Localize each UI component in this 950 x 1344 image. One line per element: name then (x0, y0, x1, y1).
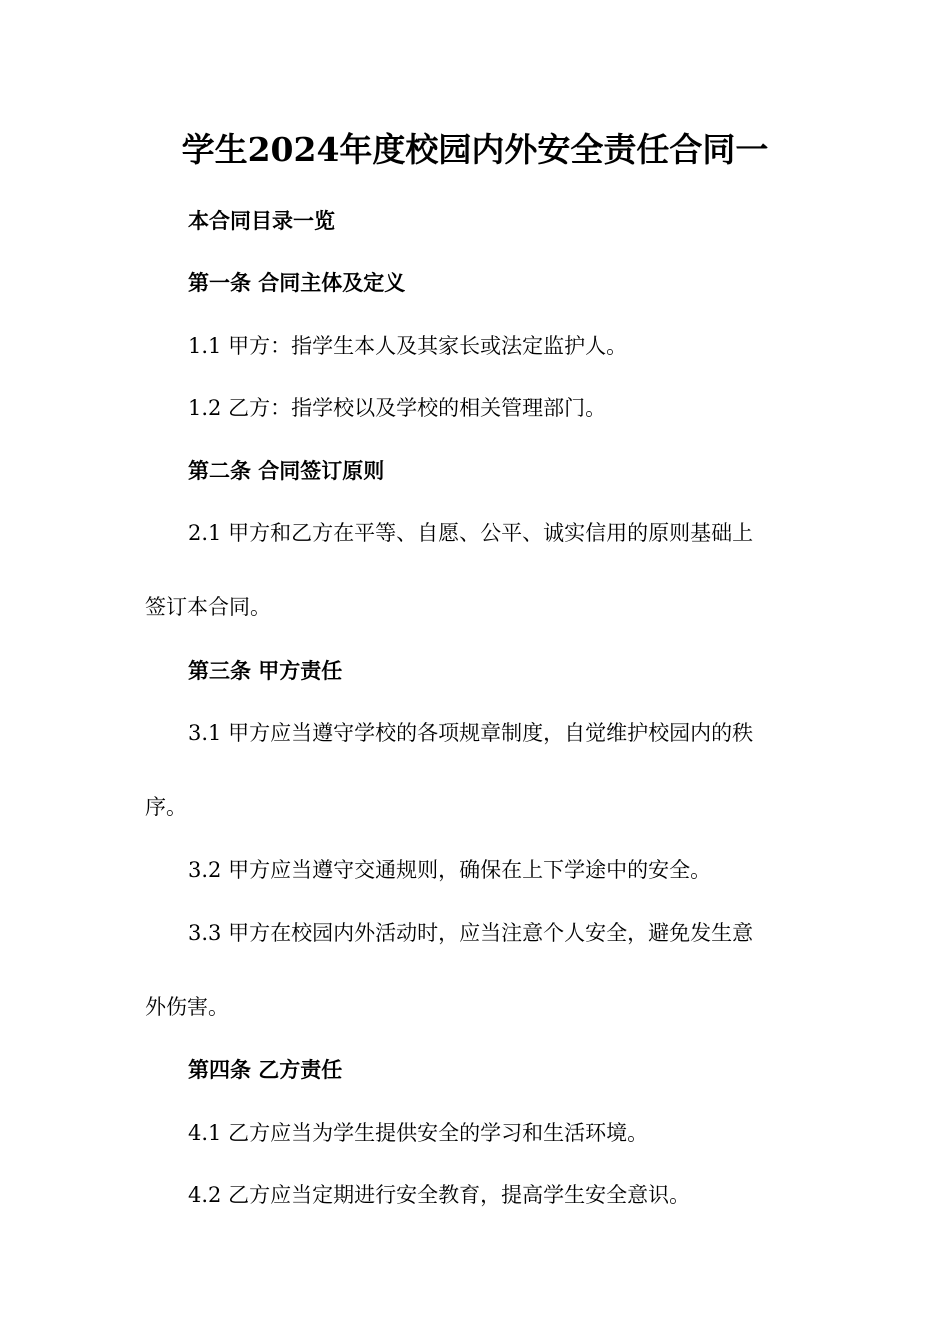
clause-3-3-line-2: 外伤害。 (145, 995, 229, 1019)
clause-3-1-line-1: 3.1 甲方应当遵守学校的各项规章制度，自觉维护校园内的秩 (188, 721, 754, 745)
article-2-heading: 第二条 合同签订原则 (188, 459, 385, 483)
article-1-heading: 第一条 合同主体及定义 (188, 271, 406, 295)
clause-3-1-line-2: 序。 (145, 795, 187, 819)
document-title: 学生2024年度校园内外安全责任合同一 (181, 130, 769, 169)
clause-4-2: 4.2 乙方应当定期进行安全教育，提高学生安全意识。 (188, 1183, 691, 1207)
article-3-heading: 第三条 甲方责任 (188, 659, 343, 683)
clause-1-2: 1.2 乙方：指学校以及学校的相关管理部门。 (188, 396, 607, 420)
clause-2-1-line-1: 2.1 甲方和乙方在平等、自愿、公平、诚实信用的原则基础上 (188, 521, 754, 545)
clause-2-1-line-2: 签订本合同。 (145, 595, 271, 619)
clause-3-2: 3.2 甲方应当遵守交通规则，确保在上下学途中的安全。 (188, 858, 712, 882)
article-4-heading: 第四条 乙方责任 (188, 1058, 343, 1082)
toc-heading: 本合同目录一览 (188, 209, 335, 233)
clause-4-1: 4.1 乙方应当为学生提供安全的学习和生活环境。 (188, 1121, 649, 1145)
clause-1-1: 1.1 甲方：指学生本人及其家长或法定监护人。 (188, 334, 628, 358)
clause-3-3-line-1: 3.3 甲方在校园内外活动时，应当注意个人安全，避免发生意 (188, 921, 754, 945)
